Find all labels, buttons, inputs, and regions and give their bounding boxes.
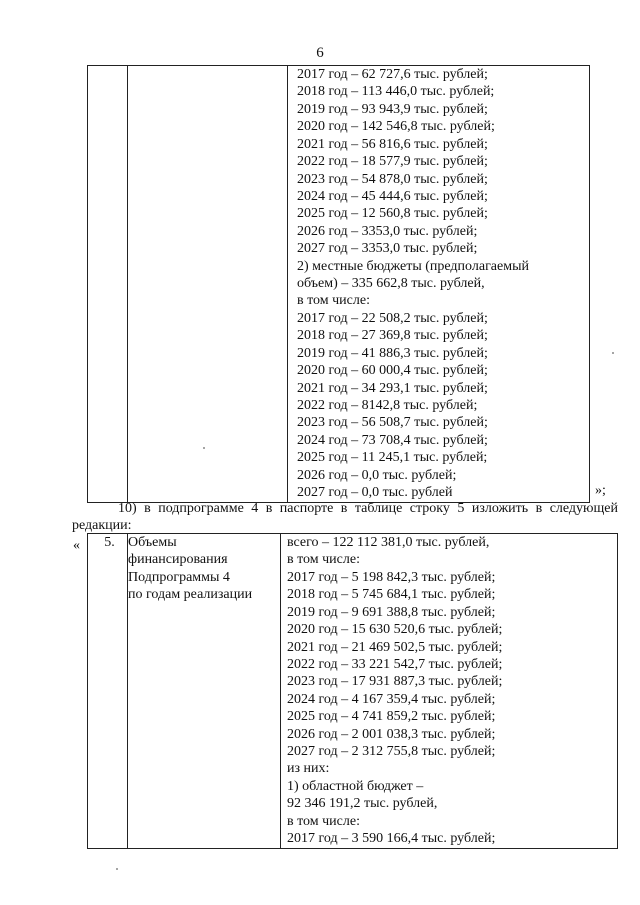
text-line: по годам реализации [128,587,253,603]
row-number-cell [88,534,128,849]
text-line: 2026 год – 2 001 038,3 тыс. рублей; [287,726,496,742]
text-line: 2017 год – 5 198 842,3 тыс. рублей; [287,569,496,585]
text-line: 2024 год – 4 167 359,4 тыс. рублей; [287,691,496,707]
value-lines [297,66,589,502]
text-line: 2019 год – 93 943,9 тыс. рублей; [297,101,488,117]
financing-table-new-row [87,533,618,849]
scan-speck [612,352,614,354]
text-line: 2026 год – 3353,0 тыс. рублей; [297,223,478,239]
row-number-cell [88,66,128,503]
text-line: 2024 год – 45 444,6 тыс. рублей; [297,188,488,204]
closing-quote: »; [595,483,606,498]
text-line: 2017 год – 62 727,6 тыс. рублей; [297,67,488,82]
instruction-line: 10) в подпрограмме 4 в паспорте в таблице строку 5 изложить в следующей [118,501,618,516]
row-value-cell [281,534,618,849]
text-line: объем) – 335 662,8 тыс. рублей, [297,276,485,292]
label-lines [128,534,280,604]
text-line: 2022 год – 33 221 542,7 тыс. рублей; [287,656,503,672]
text-line: 2017 год – 22 508,2 тыс. рублей; [297,310,488,326]
row-label-cell [128,66,288,503]
text-line: 2020 год – 142 546,8 тыс. рублей; [297,119,495,135]
table-row [88,66,590,503]
value-lines [287,534,617,848]
text-line: 2022 год – 8142,8 тыс. рублей; [297,398,478,414]
text-line: 2027 год – 2 312 755,8 тыс. рублей; [287,744,496,760]
text-line: 2027 год – 3353,0 тыс. рублей; [297,241,478,257]
page-number: 6 [316,45,324,61]
row-value-cell [288,66,590,503]
text-line: 2024 год – 73 708,4 тыс. рублей; [297,432,488,448]
text-line: 2027 год – 0,0 тыс. рублей [297,485,453,501]
text-line: 2019 год – 9 691 388,8 тыс. рублей; [287,604,496,620]
amendment-instruction [72,500,618,534]
row-number: 5. [104,535,115,550]
text-line: в том числе: [297,293,370,309]
scan-speck [203,447,205,449]
text-line: 2018 год – 5 745 684,1 тыс. рублей; [287,587,496,603]
text-line: 2023 год – 54 878,0 тыс. рублей; [297,171,488,187]
text-line: 2020 год – 60 000,4 тыс. рублей; [297,363,488,379]
text-line: Объемы [128,535,177,550]
text-line: 2) местные бюджеты (предполагаемый [297,258,529,274]
text-line: 2025 год – 11 245,1 тыс. рублей; [297,450,488,466]
text-line: 2018 год – 113 446,0 тыс. рублей; [297,84,495,100]
text-line: 2025 год – 4 741 859,2 тыс. рублей; [287,709,496,725]
text-line: 2019 год – 41 886,3 тыс. рублей; [297,345,488,361]
text-line: в том числе: [287,813,360,829]
text-line: 2026 год – 0,0 тыс. рублей; [297,467,457,483]
financing-table-continued [87,65,590,503]
text-line: 2023 год – 17 931 887,3 тыс. рублей; [287,674,503,690]
text-line: 1) областной бюджет – [287,778,424,794]
text-line: 2021 год – 56 816,6 тыс. рублей; [297,136,488,152]
text-line: из них: [287,761,330,777]
text-line: 2017 год – 3 590 166,4 тыс. рублей; [287,831,496,847]
text-line: 92 346 191,2 тыс. рублей, [287,796,438,812]
text-line: всего – 122 112 381,0 тыс. рублей, [287,535,490,550]
text-line: 2021 год – 21 469 502,5 тыс. рублей; [287,639,503,655]
text-line: финансирования [128,552,228,568]
text-line: в том числе: [287,552,360,568]
text-line: 2018 год – 27 369,8 тыс. рублей; [297,328,488,344]
text-line: 2022 год – 18 577,9 тыс. рублей; [297,154,488,170]
table-row [88,534,618,849]
opening-quote: « [73,538,80,553]
row-label-cell [128,534,281,849]
scan-speck [116,868,118,870]
instruction-line: редакции: [72,518,132,533]
text-line: 2025 год – 12 560,8 тыс. рублей; [297,206,488,222]
text-line: 2020 год – 15 630 520,6 тыс. рублей; [287,622,503,638]
text-line: 2023 год – 56 508,7 тыс. рублей; [297,415,488,431]
text-line: 2021 год – 34 293,1 тыс. рублей; [297,380,488,396]
text-line: Подпрограммы 4 [128,569,230,585]
